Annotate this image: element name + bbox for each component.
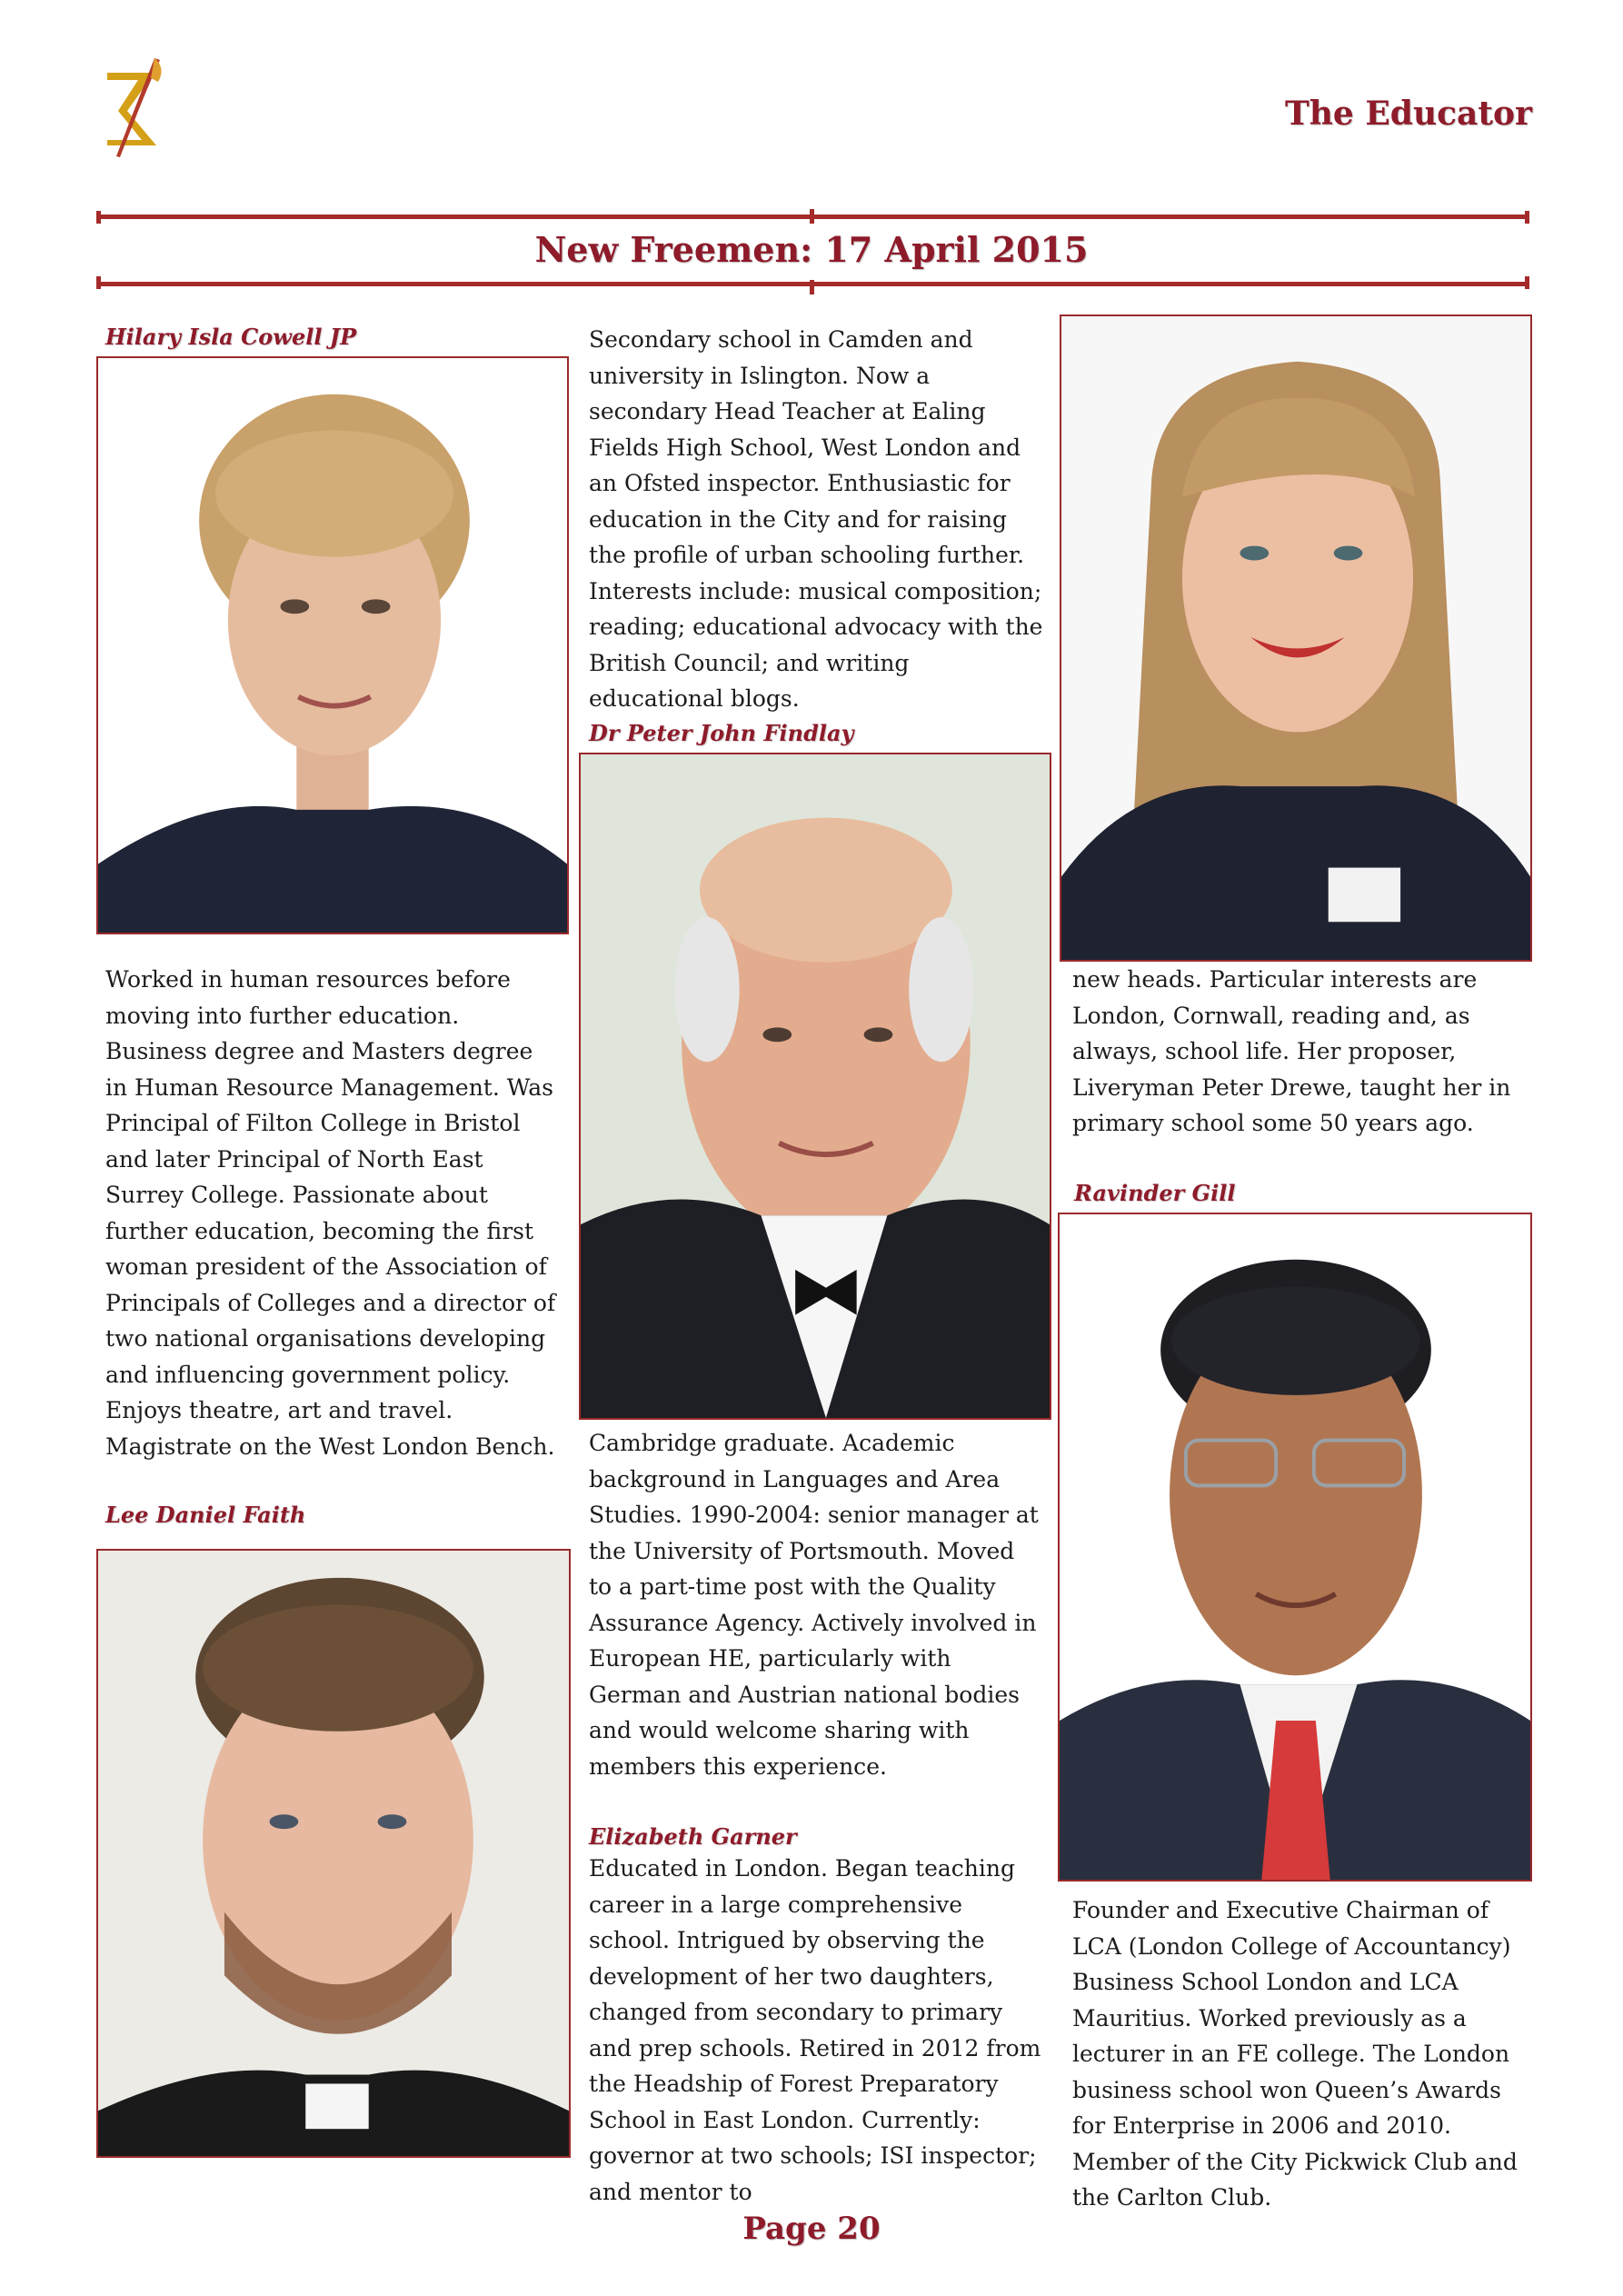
portrait-ravinder-gill bbox=[1058, 1213, 1532, 1882]
member-bio-elizabeth-part2: new heads. Particular interests are London, Cornwall, reading and, as always, school life. Her proposer, Liveryman Peter Drewe, taught her in primary school some 50 years ago. bbox=[1072, 966, 1511, 1136]
top-rule-right-tick bbox=[1525, 211, 1529, 224]
member-bio-lee: Secondary school in Camden and university in Islington. Now a secondary Head Teacher at Ealing Fields High School, West London and an Ofsted inspector. Enthusiastic for education in the City and for raising the profile of urban schooling further. Interests include: musical composition; reading; educational advocacy with the British Council; and writing educational blogs. bbox=[589, 326, 1043, 712]
bottom-rule-center-tick bbox=[810, 280, 814, 294]
quill-logo-icon bbox=[91, 55, 173, 164]
top-rule-left-tick bbox=[96, 211, 101, 224]
member-name-hilary: Hilary Isla Cowell JP bbox=[105, 324, 357, 350]
portrait-peter-findlay bbox=[579, 753, 1051, 1420]
member-name-elizabeth: Elizabeth Garner bbox=[589, 1823, 797, 1850]
member-bio-hilary: Worked in human resources before moving into further education. Business degree and Masters degree in Human Resource Management. Was Principal of Filton College in Bristol and later Principal of North East Surrey College. Passionate about further education, becoming the first woman president of the Association of Principals of Colleges and a director of two national organisations developing and influencing government policy. Enjoys theatre, art and travel. Magistrate on the West London Bench. bbox=[105, 966, 556, 1460]
portrait-hilary-cowell bbox=[96, 356, 569, 934]
section-title: New Freemen: 17 April 2015 bbox=[534, 229, 1089, 270]
bottom-rule-left-tick bbox=[96, 276, 101, 289]
page-number: Page 20 bbox=[742, 2211, 881, 2247]
top-rule-center-tick bbox=[810, 209, 814, 224]
bottom-rule-right-tick bbox=[1525, 276, 1529, 289]
member-bio-peter: Cambridge graduate. Academic background in Languages and Area Studies. 1990-2004: senior manager at the University of Portsmouth. Moved to a part-time post with the Quality Assurance Agency. Actively involved in European HE, particularly with German and Austrian national bodies and would welcome sharing with members this experience. bbox=[589, 1430, 1039, 1780]
member-name-ravinder: Ravinder Gill bbox=[1074, 1180, 1236, 1206]
member-bio-elizabeth-part1: Educated in London. Began teaching career in a large comprehensive school. Intrigued by observing the development of her two daughters, changed from secondary to primary and prep schools. Retired in 2012 from the Headship of Forest Preparatory School in East London. Currently: governor at two schools; ISI inspector; and mentor to bbox=[589, 1855, 1041, 2205]
portrait-elizabeth-garner bbox=[1060, 314, 1532, 962]
publication-title: The Educator bbox=[1284, 95, 1532, 133]
member-name-peter: Dr Peter John Findlay bbox=[589, 720, 854, 746]
member-bio-ravinder: Founder and Executive Chairman of LCA (London College of Accountancy) Business School London and LCA Mauritius. Worked previously as a lecturer in an FE college. The London business school won Queen’s Awards for Enterprise in 2006 and 2010. Member of the City Pickwick Club and the Carlton Club. bbox=[1072, 1897, 1518, 2211]
member-name-lee: Lee Daniel Faith bbox=[105, 1502, 306, 1528]
portrait-lee-faith bbox=[96, 1549, 571, 2158]
